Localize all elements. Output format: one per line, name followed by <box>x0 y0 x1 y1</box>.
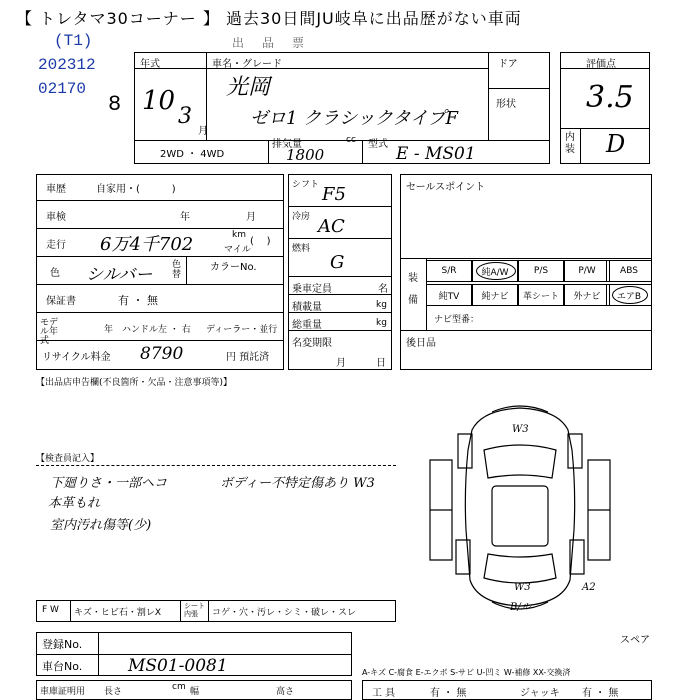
score-label: 評価点 <box>586 59 616 70</box>
type-value: E - MS01 <box>396 144 476 164</box>
score-value: 3.5 <box>586 80 634 115</box>
cert-width: 幅 <box>190 687 200 697</box>
fuel-label: 燃料 <box>292 244 311 254</box>
color-label: 色 <box>50 268 60 279</box>
handle-value: 左 ・ 右 <box>158 325 191 335</box>
tools-value: 有 ・ 無 <box>430 688 467 699</box>
model-value: 光岡 <box>226 75 271 100</box>
door-label: ドア <box>498 59 518 70</box>
cert-height: 高さ <box>276 687 295 697</box>
name-change-day: 日 <box>376 358 386 369</box>
chassis-label: 車台No. <box>42 660 83 673</box>
stamp-code: (T1) <box>54 32 93 50</box>
diagram-mark-3: B/ル <box>510 602 531 613</box>
interior-label: 内装 <box>565 132 575 155</box>
year-label: 年式 <box>140 59 160 70</box>
inspector-note-2: ボディー不特定傷あり W3 <box>220 476 375 491</box>
shape-label: 形状 <box>496 99 516 110</box>
cert-label: 車庫証明用 <box>40 687 86 697</box>
dealer-label: ディーラー・並行 <box>206 325 278 335</box>
inspection-label: 車検 <box>46 212 66 223</box>
warranty-value: 有 ・ 無 <box>118 294 158 307</box>
fw-items: キズ・ヒビ石・割レX <box>74 608 161 618</box>
equip-leather: 革シート <box>518 284 564 306</box>
jack-label: ジャッキ <box>520 688 560 699</box>
mileage-value: 6万4千702 <box>100 234 194 255</box>
load-label: 積載量 <box>292 302 322 313</box>
inspector-note-3: 本革もれ <box>48 496 101 511</box>
stamp-num1: 202312 <box>38 56 96 74</box>
mileage-paren: ( ) <box>250 236 271 247</box>
lot-stamp <box>38 32 128 117</box>
cc-value: 1800 <box>286 146 325 164</box>
fuel-value: G <box>330 252 345 273</box>
shift-value: F5 <box>322 184 346 205</box>
history-value: 自家用・( ) <box>96 184 176 195</box>
shift-label: シフト <box>292 180 320 190</box>
registration-label: 登録No. <box>42 638 83 651</box>
banner: 【 トレタマ30コーナー 】 過去30日間JU岐阜に出品歴がない車両 <box>16 9 522 28</box>
inspector-note-1: 下廻りさ・一部ヘコ <box>50 476 168 491</box>
month-label: 月 <box>198 126 208 137</box>
jack-value: 有 ・ 無 <box>582 688 619 699</box>
damage-legend: A-キズ C-腐食 E-エクボ S-サビ U-凹ミ W-補修 XX-交換済 <box>362 668 571 677</box>
recycle-value: 8790 <box>140 344 184 364</box>
tools-label: 工 具 <box>372 688 396 699</box>
exhibitor-note-label: 【出品店申告欄(不良箇所・欠品・注意事項等)】 <box>36 378 233 388</box>
mileage-label: 走行 <box>46 240 66 251</box>
name-change-unit: 月 <box>336 358 346 369</box>
equip-airbag: エアB <box>606 284 652 306</box>
fw-label: F W <box>42 605 59 615</box>
model-year-unit: 年 <box>104 325 114 335</box>
gross-unit: kg <box>376 318 387 328</box>
equip-aw: 純A/W <box>472 260 518 282</box>
month-value: 3 <box>178 104 192 129</box>
inspection-year: 年 <box>180 212 190 223</box>
diagram-mark-1: W3 <box>512 424 529 435</box>
load-unit: kg <box>376 300 387 310</box>
aftermarket-label: 後日品 <box>406 338 436 349</box>
ac-value: AC <box>318 216 345 237</box>
spare-label: スペア <box>620 635 650 646</box>
drive-label: 2WD ・ 4WD <box>160 149 225 160</box>
handle-label: ハンドル <box>122 325 159 335</box>
cc-unit: cc <box>346 135 356 145</box>
model-year-label: モデル年式 <box>40 318 59 346</box>
sheet-title: 出品票 <box>232 36 323 50</box>
cc-label: 排気量 <box>272 139 302 150</box>
equip-pw: P/W <box>564 260 610 282</box>
mileage-unit-km: km <box>232 230 246 240</box>
circle-mark-aw <box>476 262 516 280</box>
gross-label: 総重量 <box>292 320 322 331</box>
ac-label: 冷房 <box>292 212 311 222</box>
equip-tv: 純TV <box>426 284 472 306</box>
equip-abs: ABS <box>606 260 652 282</box>
mileage-unit-mile: マイル <box>224 245 251 255</box>
type-label: 型式 <box>368 139 388 150</box>
circle-mark-airbag <box>612 286 648 304</box>
equip-sr: S/R <box>426 260 472 282</box>
recycle-label: リサイクル料金 <box>42 352 111 363</box>
year-value: 10 <box>142 86 176 116</box>
capacity-unit: 名 <box>378 284 388 295</box>
inspector-note-4: 室内汚れ傷等(少) <box>50 518 152 533</box>
equipment-label: 装備 <box>408 273 418 306</box>
stamp-suffix: 8 <box>108 92 122 117</box>
equip-ext-navi: 外ナビ <box>564 284 610 306</box>
diagram-mark-2: W3 <box>514 582 531 593</box>
name-change-label: 名変期限 <box>292 338 332 349</box>
grade-value: ゼロ1 クラシックタイプF <box>250 108 459 129</box>
sales-point-label: セールスポイント <box>406 182 486 193</box>
chassis-value: MS01-0081 <box>128 656 228 676</box>
equip-ps: P/S <box>518 260 564 282</box>
color-value: シルバー <box>86 265 153 285</box>
cert-unit: cm <box>172 682 186 692</box>
cert-length: 長さ <box>104 687 123 697</box>
inspector-label: 【検査員記入】 <box>36 454 100 464</box>
interior-value: D <box>606 130 626 158</box>
recycle-unit: 円 預託済 <box>226 352 270 363</box>
model-label: 車名・グレード <box>212 59 282 70</box>
history-label: 車歴 <box>46 184 66 195</box>
warranty-label: 保証書 <box>46 296 76 307</box>
seat-label: シート内張 <box>184 602 205 618</box>
navi-model-label: ナビ型番： <box>434 315 480 325</box>
color-change: 色替 <box>172 260 182 280</box>
equip-navi: 純ナビ <box>472 284 518 306</box>
capacity-label: 乗車定員 <box>292 284 332 295</box>
diagram-mark-4: A2 <box>582 582 596 593</box>
inspection-month: 月 <box>246 212 256 223</box>
seat-items: コゲ・穴・汚レ・シミ・破レ・スレ <box>212 608 357 618</box>
stamp-num2: 02170 <box>38 80 87 98</box>
color-no-label: カラーNo. <box>210 262 257 273</box>
